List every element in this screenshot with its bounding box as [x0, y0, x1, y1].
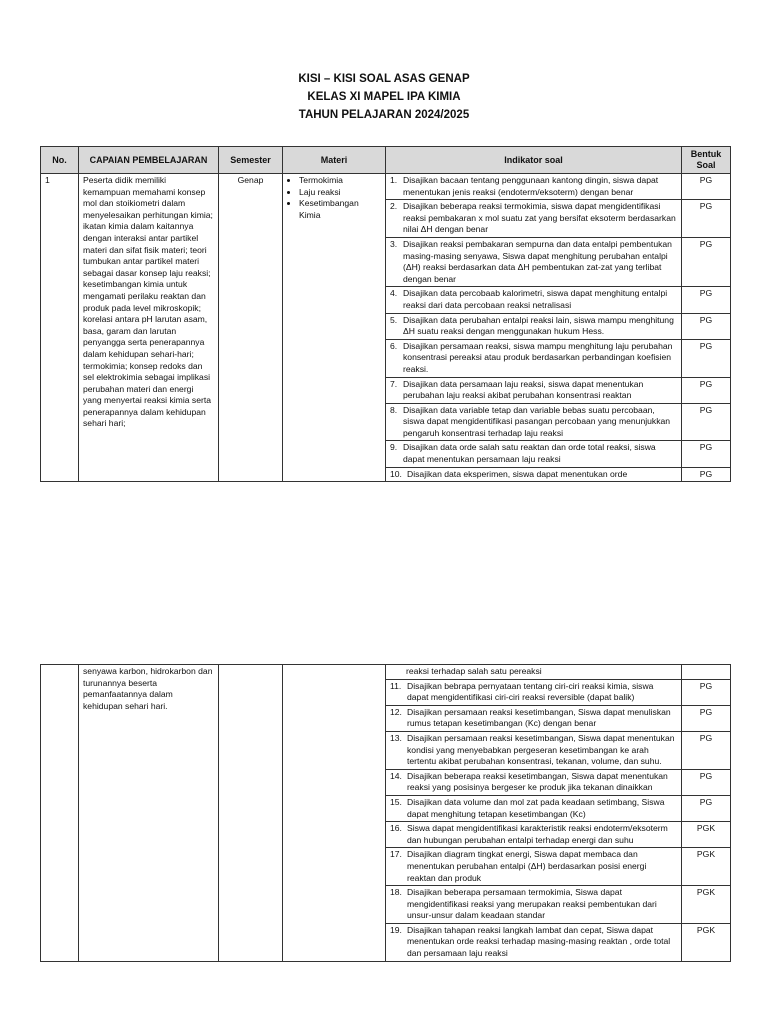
col-header-semester: Semester [219, 147, 283, 174]
kisi-kisi-table-continued [40, 664, 731, 962]
indikator-cell [386, 665, 682, 680]
indikator-number: 19. [390, 924, 402, 935]
indikator-text: Disajikan beberapa reaksi termokimia, siswa dapat mengidentifikasi reaksi pembakaran x mol suatu zat yang bersifat eksoterm berdasarkan nilai ΔH dengan benar [403, 201, 676, 235]
bentuk-soal-cell: PG [682, 339, 731, 377]
indikator-number: 7. [390, 378, 398, 389]
bentuk-soal-cell: PG [682, 467, 731, 482]
bentuk-soal-cell: PG [682, 679, 731, 705]
indikator-cell [386, 403, 682, 441]
indikator-text: Siswa dapat mengidentifikasi karakteristik reaksi endoterm/eksoterm dan hubungan perubahan entalpi terhadap energi dan suhu [407, 823, 668, 845]
indikator-text: Disajikan beberapa persamaan termokimia, Siswa dapat mengidentifikasi reaksi yang merupakan reaksi pembentukan dari unsur-unsur dalam keadaan standar [407, 887, 657, 921]
indikator-cell [386, 731, 682, 769]
indikator-number: 15. [390, 796, 402, 807]
bentuk-soal-cell: PG [682, 705, 731, 731]
row-number-cell: 1 [41, 174, 79, 482]
bentuk-soal-cell: PG [682, 377, 731, 403]
indikator-item [390, 887, 677, 922]
indikator-cell [386, 287, 682, 313]
col-header-indikator: Indikator soal [386, 147, 682, 174]
indikator-item [390, 288, 677, 311]
title-line-1: KISI – KISI SOAL ASAS GENAP [298, 73, 470, 85]
indikator-item [390, 681, 677, 704]
indikator-number: 10. [390, 468, 402, 479]
indikator-number: 11. [390, 680, 402, 691]
document-title-block [0, 70, 768, 124]
kisi-kisi-table [40, 146, 731, 482]
indikator-item [390, 797, 677, 820]
indikator-cell [386, 679, 682, 705]
indikator-number: 6. [390, 340, 398, 351]
indikator-number: 3. [390, 238, 398, 249]
indikator-item [390, 379, 677, 402]
title-line-3: TAHUN PELAJARAN 2024/2025 [298, 109, 470, 121]
indikator-text: Disajikan data percobaab kalorimetri, siswa dapat menghitung entalpi reaksi dari data percobaan reaksi netralisasi [403, 288, 668, 310]
bentuk-soal-cell [682, 665, 731, 680]
document-page-2 [0, 560, 768, 1024]
bentuk-soal-cell: PGK [682, 923, 731, 961]
indikator-text: Disajikan bacaan tentang penggunaan kantong dingin, siswa dapat menentukan jenis reaksi (endoterm/eksoterm) dengan benar [403, 175, 659, 197]
indikator-item [390, 201, 677, 236]
indikator-text: Disajikan data persamaan laju reaksi, siswa dapat menentukan perubahan laju reaksi akibat perubahan konsentrasi reaktan [403, 378, 644, 401]
bentuk-soal-cell: PG [682, 441, 731, 467]
indikator-text: Disajikan persamaan reaksi kesetimbangan, Siswa dapat menentukan kondisi yang menyebabkan pergeseran kesetimbangan ke arah tertentu akibat perubahan konsentrasi, tekanan, volume, dan suhu. [407, 732, 675, 767]
indikator-number: 1. [390, 175, 398, 185]
col-header-materi: Materi [283, 147, 386, 174]
table-header-row [41, 147, 731, 174]
indikator-item [390, 315, 677, 338]
indikator-cell [386, 237, 682, 286]
indikator-number: 8. [390, 404, 398, 415]
indikator-number: 5. [390, 314, 398, 325]
materi-cell [283, 174, 386, 482]
indikator-text: Disajikan reaksi pembakaran sempurna dan data entalpi pembentukan masing-masing senyawa, Siswa dapat menghitung perubahan entalpi (ΔH) reaksi berdasarkan data ΔH pembentukan zat-zat yang terlibat dengan benar [403, 238, 672, 284]
indikator-text: Disajikan beberapa reaksi kesetimbangan, Siswa dapat menentukan reaksi yang posisinya bergeser ke produk jika tekanan dinaikkan [407, 770, 668, 793]
indikator-number: 12. [390, 706, 402, 717]
capaian-cell: Peserta didik memiliki kemampuan memahami konsep mol dan stoikiometri dalam menyelesaikan perhitungan kimia; ikatan kimia dalam kaitannya dengan interaksi antar partikel materi dan sifat fisik materi; teori tumbukan antar partikel materi sebagai dasar konsep laju reaksi; kesetimbangan kimia untuk mengamati perilaku reaktan dan produk pada level mikroskopik; korelasi antara pH larutan asam, basa, garam dan larutan penyangga serta penerapannya dalam kehidupan sehari-hari; termokimia; konsep redoks dan sel elektrokimia sebagai implikasi perubahan materi dan energi yang menyertai reaksi kimia serta penerapannya dalam kehidupan sehari hari; [79, 174, 219, 482]
col-header-capaian: CAPAIAN PEMBELAJARAN [79, 147, 219, 174]
indikator-text: Disajikan persamaan reaksi kesetimbangan, Siswa dapat menuliskan rumus tetapan kesetimbangan (Kc) dengan benar [407, 706, 671, 729]
indikator-cell [386, 467, 682, 482]
indikator-item [390, 175, 677, 198]
indikator-text: Disajikan persamaan reaksi, siswa mampu menghitung laju perubahan konsentrasi pereaksi atau produk berdasarkan perbandingan koefisien reaksi. [403, 340, 673, 374]
indikator-text: Disajikan data eksperimen, siswa dapat menentukan orde [407, 468, 628, 479]
indikator-item [390, 849, 677, 884]
indikator-text: Disajikan data variable tetap dan variable bebas suatu percobaan, siswa dapat mengidentifikasi pasangan percobaan yang menunjukkan pengaruh konsentrasi terhadap laju reaksi [403, 404, 671, 438]
bentuk-soal-cell: PG [682, 795, 731, 821]
indikator-item [390, 405, 677, 440]
indikator-item [390, 442, 677, 465]
indikator-cell [386, 339, 682, 377]
indikator-item [390, 925, 677, 960]
materi-list [287, 175, 381, 221]
indikator-cell [386, 174, 682, 200]
materi-item: • Kesetimbangan Kimia [299, 198, 381, 221]
indikator-item [390, 469, 677, 481]
col-header-bentuk-soal: Bentuk Soal [682, 147, 731, 174]
bentuk-soal-cell: PG [682, 403, 731, 441]
indikator-number: 13. [390, 732, 402, 743]
bentuk-soal-cell: PG [682, 237, 731, 286]
row-number-cell [41, 665, 79, 962]
indikator-number: 17. [390, 849, 402, 860]
indikator-continuation-text: reaksi terhadap salah satu pereaksi [406, 666, 542, 676]
bentuk-soal-cell: PG [682, 200, 731, 238]
semester-cell: Genap [219, 174, 283, 482]
bentuk-soal-cell: PG [682, 287, 731, 313]
indikator-cell [386, 886, 682, 924]
bentuk-soal-cell: PG [682, 769, 731, 795]
indikator-number: 2. [390, 201, 398, 212]
indikator-cell [386, 377, 682, 403]
materi-item: • Laju reaksi [299, 187, 381, 199]
bentuk-soal-cell: PGK [682, 848, 731, 886]
indikator-cell [386, 313, 682, 339]
indikator-text: Disajikan diagram tingkat energi, Siswa dapat membaca dan menentukan perubahan entalpi (ΔH) berdasarkan posisi energi reaktan dan produk [407, 849, 647, 883]
indikator-item [390, 771, 677, 794]
bentuk-soal-cell: PG [682, 313, 731, 339]
indikator-item [390, 239, 677, 285]
indikator-number: 18. [390, 887, 402, 898]
bentuk-soal-cell: PG [682, 174, 731, 200]
capaian-cell-continued: senyawa karbon, hidrokarbon dan turunannya beserta pemanfaatannya dalam kehidupan sehari hari. [79, 665, 219, 962]
bentuk-soal-cell: PGK [682, 886, 731, 924]
indikator-item [390, 707, 677, 730]
indikator-item [390, 733, 677, 768]
indikator-cell [386, 705, 682, 731]
indikator-cell [386, 848, 682, 886]
indikator-text: Disajikan bebrapa pernyataan tentang ciri-ciri reaksi kimia, siswa dapat mengidentifikasi ciri-ciri reaksi reversible (dapat balik) [407, 680, 654, 703]
bentuk-soal-cell: PGK [682, 822, 731, 848]
indikator-cell [386, 769, 682, 795]
title-line-2: KELAS XI MAPEL IPA KIMIA [307, 91, 461, 103]
indikator-cell [386, 795, 682, 821]
indikator-cell [386, 200, 682, 238]
indikator-text: Disajikan data volume dan mol zat pada keadaan setimbang, Siswa dapat menghitung tetapan kesetimbangan (Kc) [407, 796, 665, 819]
indikator-item [390, 823, 677, 846]
materi-item: • Termokimia [299, 175, 381, 187]
indikator-cell [386, 822, 682, 848]
indikator-number: 14. [390, 770, 402, 781]
col-header-no: No. [41, 147, 79, 174]
semester-cell [219, 665, 283, 962]
indikator-text: Disajikan data orde salah satu reaktan dan orde total reaksi, siswa dapat menentukan persamaan laju reaksi [403, 442, 656, 465]
indikator-cell [386, 923, 682, 961]
indikator-cell [386, 441, 682, 467]
table-row [41, 174, 731, 200]
indikator-item [390, 341, 677, 376]
materi-cell [283, 665, 386, 962]
indikator-number: 4. [390, 288, 398, 299]
indikator-text: Disajikan data perubahan entalpi reaksi lain, siswa mampu menghitung ΔH suatu reaksi dengan menggunakan hukum Hess. [403, 314, 674, 337]
indikator-text: Disajikan tahapan reaksi langkah lambat dan cepat, Siswa dapat menentukan orde reaksi terhadap masing-masing reaktan , orde total dan persamaan laju reaksi [407, 924, 671, 959]
bentuk-soal-cell: PG [682, 731, 731, 769]
table-row [41, 665, 731, 680]
indikator-number: 16. [390, 823, 402, 834]
indikator-number: 9. [390, 442, 398, 453]
